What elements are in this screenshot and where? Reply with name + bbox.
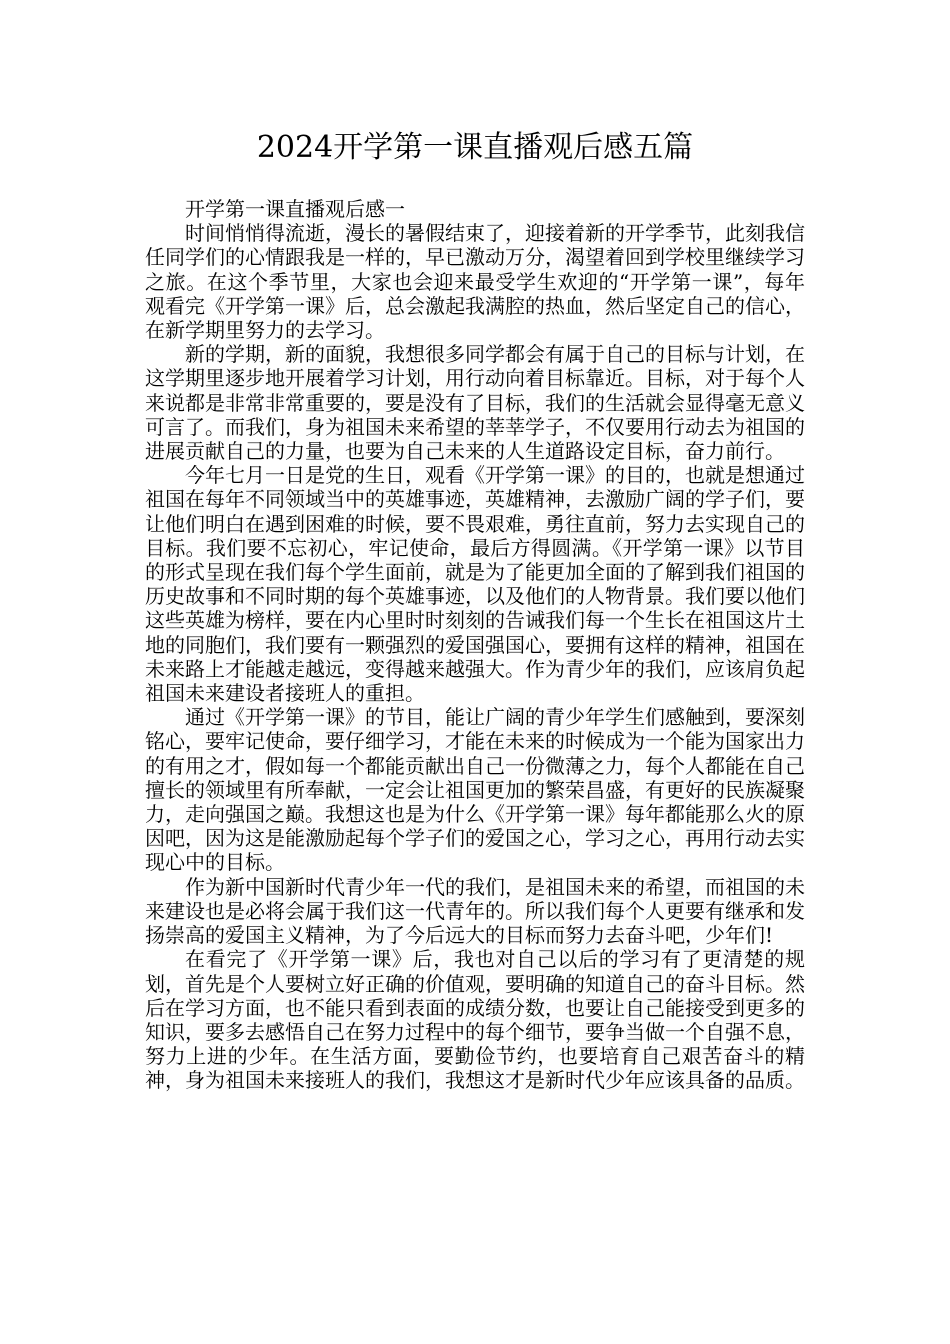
paragraph-5: 作为新中国新时代青少年一代的我们，是祖国未来的希望，而祖国的未来建设也是必将会属于我们这一代青年的。所以我们每个人更要有继承和发扬崇高的爱国主义精神，为了今后远大的目标而努力去奋斗吧，少年们!: [145, 874, 805, 948]
paragraph-1: 时间悄悄得流逝，漫长的暑假结束了，迎接着新的开学季节，此刻我信任同学们的心情跟我是一样的，早已激动万分，渴望着回到学校里继续学习之旅。在这个季节里，大家也会迎来最受学生欢迎的“开学第一课”，每年观看完《开学第一课》后，总会激起我满腔的热血，然后坚定自己的信心，在新学期里努力的去学习。: [145, 221, 805, 343]
section-heading: 开学第一课直播观后感一: [185, 197, 405, 221]
paragraph-3: 今年七月一日是党的生日，观看《开学第一课》的目的，也就是想通过祖国在每年不同领域当中的英雄事迹，英雄精神，去激励广阔的学子们，要让他们明白在遇到困难的时候，要不畏艰难，勇往直前，努力去实现自己的目标。我们要不忘初心，牢记使命，最后方得圆满。《开学第一课》以节目的形式呈现在我们每个学生面前，就是为了能更加全面的了解到我们祖国的历史故事和不同时期的每个英雄事迹，以及他们的人物背景。我们要以他们这些英雄为榜样，要在内心里时时刻刻的告诫我们每一个生长在祖国这片土地的同胞们，我们要有一颗强烈的爱国强国心，要拥有这样的精神，祖国在未来路上才能越走越远，变得越来越强大。作为青少年的我们，应该肩负起祖国未来建设者接班人的重担。: [145, 463, 805, 706]
document-body: [145, 197, 805, 1093]
paragraph-4: 通过《开学第一课》的节目，能让广阔的青少年学生们感触到，要深刻铭心，要牢记使命，要仔细学习，才能在未来的时候成为一个能为国家出力的有用之才，假如每一个都能贡献出自己一份微薄之力，每个人都能在自己擅长的领域里有所奉献，一定会让祖国更加的繁荣昌盛，有更好的民族凝聚力，走向强国之巅。我想这也是为什么《开学第一课》每年都能那么火的原因吧，因为这是能激励起每个学子们的爱国之心，学习之心，再用行动去实现心中的目标。: [145, 705, 805, 875]
document-title: 2024开学第一课直播观后感五篇: [256, 130, 694, 165]
paragraph-2: 新的学期，新的面貌，我想很多同学都会有属于自己的目标与计划，在这学期里逐步地开展着学习计划，用行动向着目标靠近。目标，对于每个人来说都是非常非常重要的，要是没有了目标，我们的生活就会显得毫无意义可言了。而我们，身为祖国未来希望的莘莘学子，不仅要用行动去为祖国的进展贡献自己的力量，也要为自己未来的人生道路设定目标，奋力前行。: [145, 342, 805, 464]
paragraph-6: 在看完了《开学第一课》后，我也对自己以后的学习有了更清楚的规划，首先是个人要树立好正确的价值观，要明确的知道自己的奋斗目标。然后在学习方面，也不能只看到表面的成绩分数，也要让自己能接受到更多的知识，要多去感悟自己在努力过程中的每个细节，要争当做一个自强不息，努力上进的少年。在生活方面，要勤俭节约，也要培育自己艰苦奋斗的精神，身为祖国未来接班人的我们，我想这才是新时代少年应该具备的品质。: [145, 947, 805, 1093]
